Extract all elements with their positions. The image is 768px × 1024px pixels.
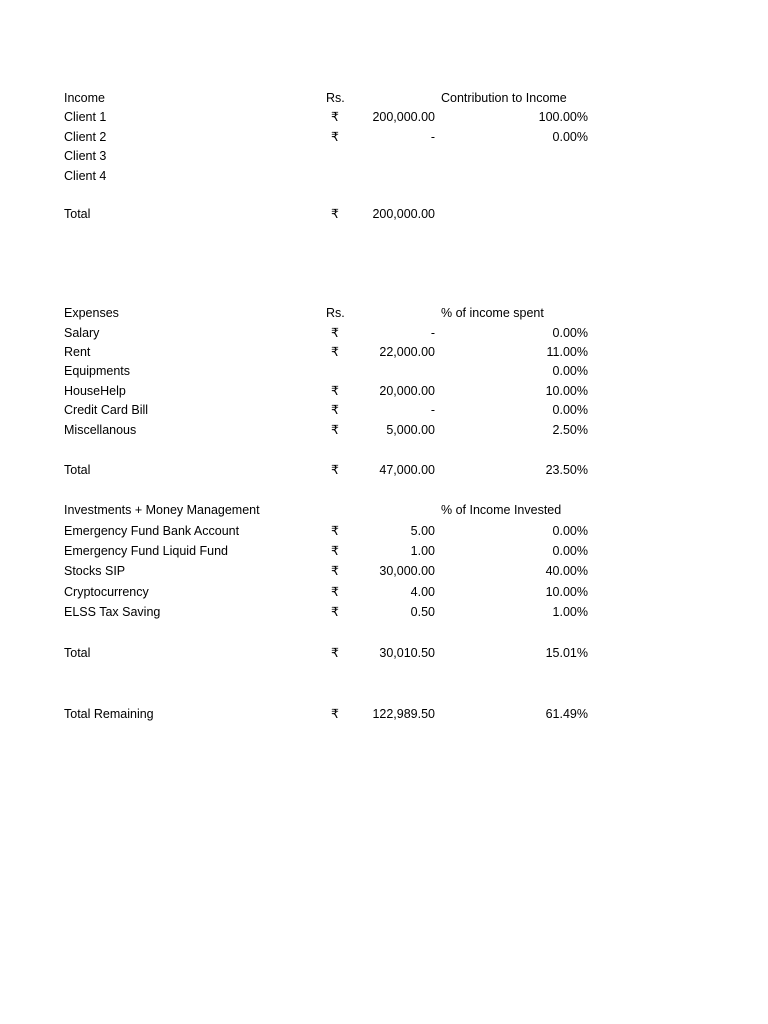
- remaining-amount: 122,989.50: [372, 707, 435, 721]
- row-label: ELSS Tax Saving: [64, 605, 161, 619]
- remaining-total-row: [0, 705, 768, 723]
- rupee-icon: ₹: [331, 326, 339, 340]
- rupee-icon: ₹: [331, 403, 339, 417]
- income-heading: Income: [64, 91, 105, 105]
- row-label: Emergency Fund Bank Account: [64, 524, 240, 538]
- expenses-total-row: [0, 461, 768, 479]
- rupee-icon: ₹: [331, 524, 339, 538]
- rupee-icon: ₹: [331, 707, 339, 721]
- row-amount: 20,000.00: [379, 384, 435, 398]
- expenses-rs-header: Rs.: [326, 306, 345, 320]
- table-row: [0, 562, 768, 580]
- total-label: Total: [64, 207, 91, 221]
- investments-total-row: [0, 644, 768, 662]
- row-label: Client 2: [64, 130, 107, 144]
- row-amount: -: [430, 326, 435, 340]
- remaining-label: Total Remaining: [64, 707, 154, 721]
- row-percent: 0.00%: [552, 130, 588, 144]
- rupee-icon: ₹: [331, 345, 339, 359]
- investments-pct-header: % of Income Invested: [441, 503, 562, 517]
- row-percent: 0.00%: [552, 524, 588, 538]
- row-label: Rent: [64, 345, 91, 359]
- total-amount: 47,000.00: [379, 463, 435, 477]
- rupee-icon: ₹: [331, 605, 339, 619]
- rupee-icon: ₹: [331, 207, 339, 221]
- row-amount: 200,000.00: [372, 110, 435, 124]
- expenses-heading: Expenses: [64, 306, 119, 320]
- row-label: Cryptocurrency: [64, 585, 149, 599]
- row-amount: 5,000.00: [386, 423, 435, 437]
- row-label: Client 1: [64, 110, 107, 124]
- income-rs-header: Rs.: [326, 91, 345, 105]
- row-label: Equipments: [64, 364, 131, 378]
- table-row: [0, 382, 768, 400]
- row-percent: 2.50%: [552, 423, 588, 437]
- rupee-icon: ₹: [331, 544, 339, 558]
- row-amount: 1.00: [410, 544, 435, 558]
- table-row: [0, 324, 768, 342]
- income-total-row: [0, 205, 768, 223]
- row-percent: 1.00%: [552, 605, 588, 619]
- table-row: [0, 108, 768, 126]
- row-amount: 22,000.00: [379, 345, 435, 359]
- row-percent: 10.00%: [545, 384, 588, 398]
- total-amount: 30,010.50: [379, 646, 435, 660]
- income-header-row: [0, 89, 768, 107]
- row-percent: 0.00%: [552, 544, 588, 558]
- rupee-icon: ₹: [331, 463, 339, 477]
- rupee-icon: ₹: [331, 564, 339, 578]
- table-row: [0, 147, 768, 165]
- row-label: Credit Card Bill: [64, 403, 149, 417]
- expenses-pct-header: % of income spent: [441, 306, 544, 320]
- row-label: Client 3: [64, 149, 107, 163]
- rupee-icon: ₹: [331, 384, 339, 398]
- row-amount: 30,000.00: [379, 564, 435, 578]
- remaining-percent: 61.49%: [545, 707, 588, 721]
- rupee-icon: ₹: [331, 585, 339, 599]
- table-row: [0, 522, 768, 540]
- table-row: [0, 603, 768, 621]
- rupee-icon: ₹: [331, 110, 339, 124]
- rupee-icon: ₹: [331, 646, 339, 660]
- total-percent: 15.01%: [545, 646, 588, 660]
- table-row: [0, 343, 768, 361]
- row-percent: 0.00%: [552, 403, 588, 417]
- row-percent: 11.00%: [546, 345, 588, 359]
- table-row: [0, 128, 768, 146]
- row-label: Client 4: [64, 169, 107, 183]
- table-row: [0, 583, 768, 601]
- total-label: Total: [64, 463, 91, 477]
- table-row: [0, 542, 768, 560]
- rupee-icon: ₹: [331, 423, 339, 437]
- row-label: Miscellanous: [64, 423, 137, 437]
- row-percent: 0.00%: [552, 326, 588, 340]
- total-amount: 200,000.00: [372, 207, 435, 221]
- expenses-header-row: [0, 304, 768, 322]
- row-percent: 10.00%: [545, 585, 588, 599]
- investments-header-row: [0, 501, 768, 519]
- row-amount: 5.00: [410, 524, 435, 538]
- row-label: Emergency Fund Liquid Fund: [64, 544, 228, 558]
- row-percent: 40.00%: [545, 564, 588, 578]
- row-label: Salary: [64, 326, 100, 340]
- income-pct-header: Contribution to Income: [441, 91, 567, 105]
- row-percent: 0.00%: [552, 364, 588, 378]
- rupee-icon: ₹: [331, 130, 339, 144]
- table-row: [0, 401, 768, 419]
- total-label: Total: [64, 646, 91, 660]
- row-label: HouseHelp: [64, 384, 126, 398]
- table-row: [0, 362, 768, 380]
- total-percent: 23.50%: [545, 463, 588, 477]
- row-amount: -: [430, 130, 435, 144]
- table-row: [0, 167, 768, 185]
- investments-heading: Investments + Money Management: [64, 503, 260, 517]
- row-percent: 100.00%: [538, 110, 588, 124]
- row-label: Stocks SIP: [64, 564, 126, 578]
- table-row: [0, 421, 768, 439]
- row-amount: -: [430, 403, 435, 417]
- row-amount: 0.50: [410, 605, 435, 619]
- row-amount: 4.00: [410, 585, 435, 599]
